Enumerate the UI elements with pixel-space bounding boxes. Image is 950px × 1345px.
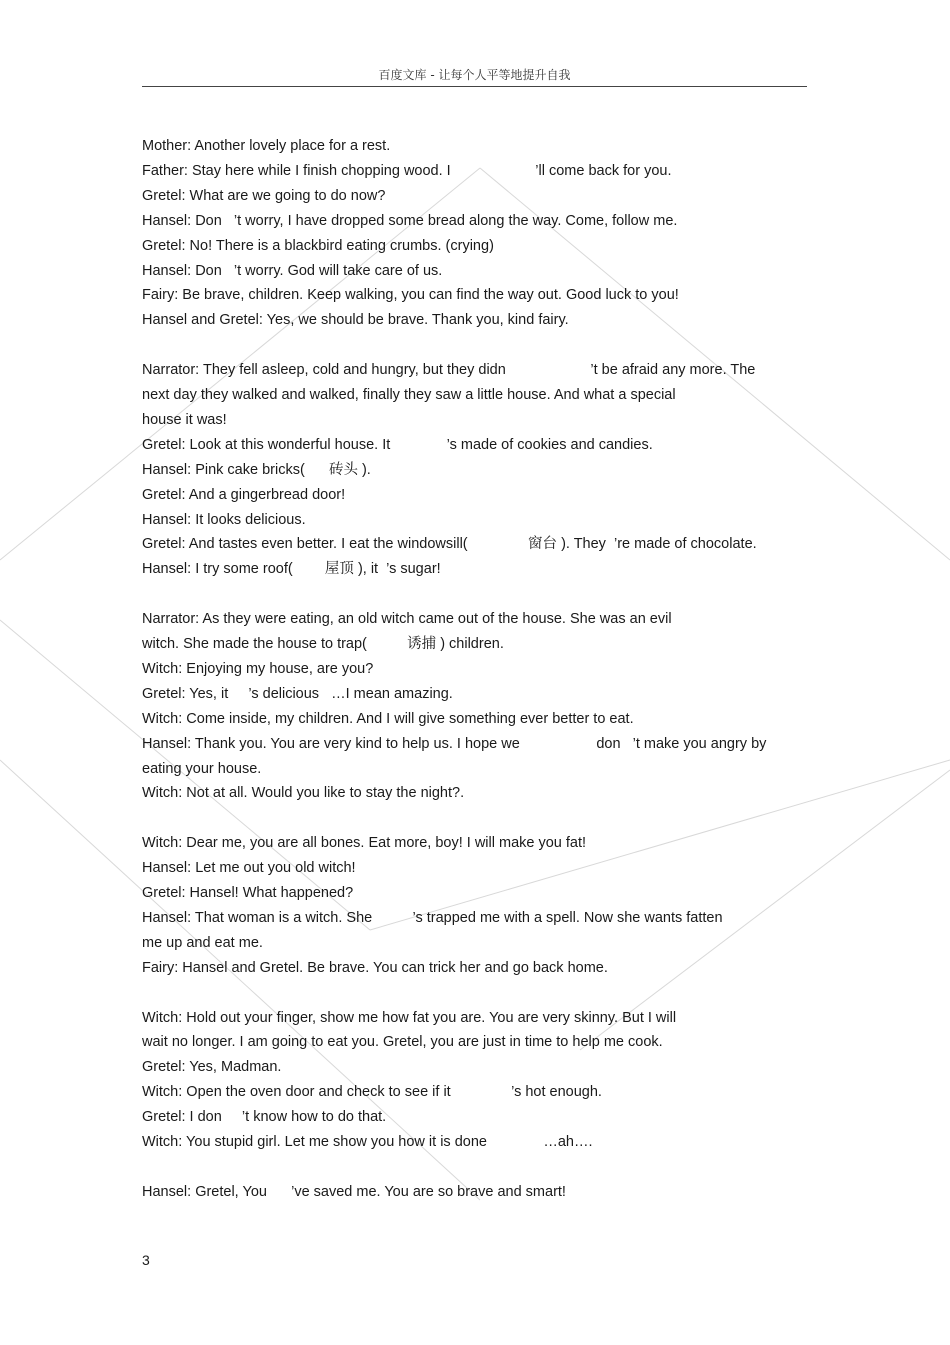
dialogue-line: Fairy: Hansel and Gretel. Be brave. You can trick her and go back home. bbox=[142, 959, 608, 976]
dialogue-line: Gretel: I don ’t know how to do that. bbox=[142, 1109, 387, 1126]
dialogue-line: Hansel: That woman is a witch. She ’s trapped me with a spell. Now she wants fatten bbox=[142, 909, 723, 926]
dialogue-line: wait no longer. I am going to eat you. Gretel, you are just in time to help me cook. bbox=[142, 1034, 663, 1051]
dialogue-line: Witch: Dear me, you are all bones. Eat more, boy! I will make you fat! bbox=[142, 835, 587, 852]
header-divider bbox=[142, 86, 807, 87]
dialogue-line: Gretel: Hansel! What happened? bbox=[142, 885, 354, 901]
dialogue-line: Hansel: Pink cake bricks( 砖头 ). bbox=[142, 461, 371, 478]
dialogue-line: Hansel: Thank you. You are very kind to help us. I hope we don ’t make you angry by bbox=[142, 735, 767, 752]
dialogue-line: Hansel: Let me out you old witch! bbox=[142, 860, 356, 877]
dialogue-line: next day they walked and walked, finally they saw a little house. And what a special bbox=[142, 387, 676, 403]
dialogue-line: witch. She made the house to trap( 诱捕 ) children. bbox=[142, 636, 504, 652]
dialogue-line: Hansel: I try some roof( 屋顶 ), it ’s sugar! bbox=[142, 561, 441, 578]
dialogue-line: Hansel: Don ’t worry, I have dropped some bread along the way. Come, follow me. bbox=[142, 212, 678, 229]
dialogue-line: Witch: Not at all. Would you like to stay the night?. bbox=[142, 785, 465, 802]
dialogue-line: Father: Stay here while I finish chopping wood. I ’ll come back for you. bbox=[142, 162, 672, 179]
dialogue-line: house it was! bbox=[142, 411, 227, 428]
dialogue-line: Gretel: What are we going to do now? bbox=[142, 187, 386, 204]
dialogue-line: Gretel: No! There is a blackbird eating crumbs. (crying) bbox=[142, 237, 494, 254]
dialogue-line: Gretel: Yes, it ’s delicious …I mean amazing. bbox=[142, 685, 453, 702]
dialogue-line: Hansel: Don ’t worry. God will take care of us. bbox=[142, 262, 443, 279]
dialogue-line: Gretel: Look at this wonderful house. It ’s made of cookies and candies. bbox=[142, 436, 653, 453]
page-header: 百度文库 - 让每个人平等地提升自我 bbox=[378, 68, 571, 82]
dialogue-line: eating your house. bbox=[142, 760, 262, 777]
dialogue-line: Witch: Enjoying my house, are you? bbox=[142, 660, 374, 677]
dialogue-line: Gretel: And a gingerbread door! bbox=[142, 486, 346, 503]
dialogue-line: Hansel: It looks delicious. bbox=[142, 511, 306, 528]
dialogue-line: Witch: Come inside, my children. And I will give something ever better to eat. bbox=[142, 710, 634, 727]
dialogue-line: Fairy: Be brave, children. Keep walking, you can find the way out. Good luck to you! bbox=[142, 287, 679, 304]
dialogue-line: Witch: Hold out your finger, show me how fat you are. You are very skinny. But I will bbox=[142, 1009, 677, 1026]
page-number: 3 bbox=[142, 1252, 150, 1268]
dialogue-line: Hansel: Gretel, You ’ve saved me. You are so brave and smart! bbox=[142, 1183, 566, 1200]
dialogue-line: me up and eat me. bbox=[142, 934, 263, 951]
dialogue-line: Witch: You stupid girl. Let me show you how it is done …ah…. bbox=[142, 1134, 593, 1150]
dialogue-line: Narrator: As they were eating, an old witch came out of the house. She was an evil bbox=[142, 611, 672, 628]
dialogue-line: Narrator: They fell asleep, cold and hungry, but they didn ’t be afraid any more. The bbox=[142, 362, 756, 379]
dialogue-line: Gretel: Yes, Madman. bbox=[142, 1059, 282, 1076]
dialogue-line: Mother: Another lovely place for a rest. bbox=[142, 138, 391, 154]
dialogue-line: Gretel: And tastes even better. I eat the windowsill( 窗台 ). They ’re made of chocolate. bbox=[142, 536, 757, 553]
dialogue-line: Witch: Open the oven door and check to see if it ’s hot enough. bbox=[142, 1084, 602, 1101]
dialogue-line: Hansel and Gretel: Yes, we should be brave. Thank you, kind fairy. bbox=[142, 312, 569, 329]
